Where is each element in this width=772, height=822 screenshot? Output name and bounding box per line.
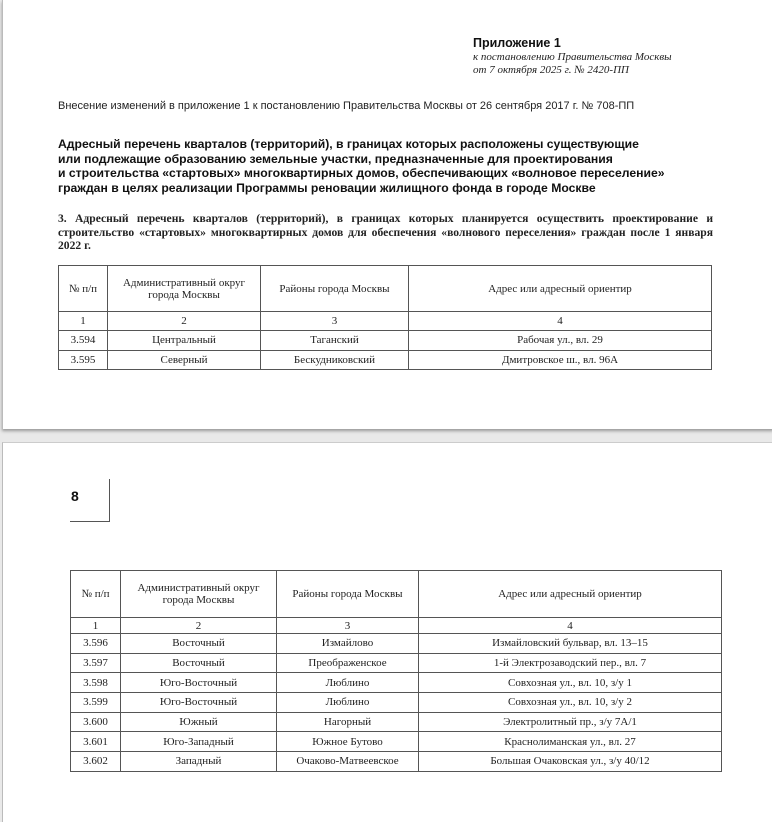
area-cell: Люблино bbox=[277, 673, 419, 693]
row-number-cell: 3.600 bbox=[71, 712, 121, 732]
row-number-cell: 3.601 bbox=[71, 732, 121, 752]
column-number-row bbox=[59, 312, 712, 331]
district-cell: Северный bbox=[108, 350, 261, 370]
heading-line: и строительства «стартовых» многоквартирных домов, обеспечивающих «волновое переселение» bbox=[58, 166, 665, 180]
table-row bbox=[71, 693, 722, 713]
district-cell: Юго-Восточный bbox=[121, 693, 277, 713]
table-row bbox=[71, 752, 722, 772]
column-number: 2 bbox=[108, 312, 261, 331]
district-cell: Юго-Восточный bbox=[121, 673, 277, 693]
column-number: 1 bbox=[59, 312, 108, 331]
area-cell: Бескудниковский bbox=[261, 350, 409, 370]
column-number: 1 bbox=[71, 618, 121, 634]
table-row bbox=[59, 331, 712, 351]
address-cell: Измайловский бульвар, вл. 13–15 bbox=[419, 634, 722, 654]
table-row bbox=[59, 350, 712, 370]
area-cell: Измайлово bbox=[277, 634, 419, 654]
address-table-1 bbox=[58, 265, 712, 370]
area-cell: Очаково-Матвеевское bbox=[277, 752, 419, 772]
area-cell: Таганский bbox=[261, 331, 409, 351]
page-number: 8 bbox=[71, 488, 79, 504]
district-cell: Южный bbox=[121, 712, 277, 732]
column-number-row bbox=[71, 618, 722, 634]
address-cell: Дмитровское ш., вл. 96А bbox=[409, 350, 712, 370]
table-header-row bbox=[71, 571, 722, 618]
address-cell: Электролитный пр., з/у 7А/1 bbox=[419, 712, 722, 732]
heading-line: или подлежащие образованию земельные участки, предназначенные для проектирования bbox=[58, 151, 613, 166]
table-row bbox=[71, 732, 722, 752]
header-cell: Адрес или адресный ориентир bbox=[419, 571, 722, 618]
row-number-cell: 3.599 bbox=[71, 693, 121, 713]
area-cell: Южное Бутово bbox=[277, 732, 419, 752]
header-cell: Адрес или адресный ориентир bbox=[409, 266, 712, 312]
appendix-title: Приложение 1 bbox=[473, 36, 561, 50]
header-cell: Административный округ города Москвы bbox=[121, 571, 277, 618]
column-number: 4 bbox=[409, 312, 712, 331]
header-cell: № п/п bbox=[71, 571, 121, 618]
table-body bbox=[71, 634, 722, 772]
column-number: 2 bbox=[121, 618, 277, 634]
column-number: 3 bbox=[261, 312, 409, 331]
appendix-sub-line: к постановлению Правительства Москвы bbox=[473, 51, 672, 63]
header-cell: Административный округ города Москвы bbox=[108, 266, 261, 312]
district-cell: Восточный bbox=[121, 634, 277, 654]
header-cell: Районы города Москвы bbox=[261, 266, 409, 312]
address-cell: Совхозная ул., вл. 10, з/у 2 bbox=[419, 693, 722, 713]
appendix-subtitle bbox=[473, 51, 672, 77]
address-cell: 1-й Электрозаводский пер., вл. 7 bbox=[419, 653, 722, 673]
table-body bbox=[59, 331, 712, 370]
header-cell: Районы города Москвы bbox=[277, 571, 419, 618]
change-line: Внесение изменений в приложение 1 к постановлению Правительства Москвы от 26 сентября 2017 г. № 708-ПП bbox=[58, 100, 635, 112]
row-number-cell: 3.595 bbox=[59, 350, 108, 370]
row-number-cell: 3.594 bbox=[59, 331, 108, 351]
row-number-cell: 3.598 bbox=[71, 673, 121, 693]
section-paragraph: 3. Адресный перечень кварталов (территорий), в границах которых планируется осуществить проектирование и строительство «стартовых» многоквартирных домов для обеспечения «волнового переселения» граждан после 1 января 2022 г. bbox=[58, 212, 713, 253]
document-page-1 bbox=[2, 0, 772, 429]
area-cell: Люблино bbox=[277, 693, 419, 713]
table-row bbox=[71, 712, 722, 732]
district-cell: Центральный bbox=[108, 331, 261, 351]
table-row bbox=[71, 673, 722, 693]
area-cell: Нагорный bbox=[277, 712, 419, 732]
address-cell: Совхозная ул., вл. 10, з/у 1 bbox=[419, 673, 722, 693]
district-cell: Западный bbox=[121, 752, 277, 772]
row-number-cell: 3.597 bbox=[71, 653, 121, 673]
address-cell: Краснолиманская ул., вл. 27 bbox=[419, 732, 722, 752]
column-number: 3 bbox=[277, 618, 419, 634]
header-cell: № п/п bbox=[59, 266, 108, 312]
heading-line: Адресный перечень кварталов (территорий), в границах которых расположены существующие bbox=[58, 137, 639, 151]
table-header-row bbox=[59, 266, 712, 312]
area-cell: Преображенское bbox=[277, 653, 419, 673]
table-row bbox=[71, 634, 722, 654]
appendix-sub-line: от 7 октября 2025 г. № 2420-ПП bbox=[473, 64, 629, 76]
row-number-cell: 3.602 bbox=[71, 752, 121, 772]
table-row bbox=[71, 653, 722, 673]
district-cell: Юго-Западный bbox=[121, 732, 277, 752]
heading-line: граждан в целях реализации Программы реновации жилищного фонда в городе Москве bbox=[58, 180, 596, 195]
address-cell: Большая Очаковская ул., з/у 40/12 bbox=[419, 752, 722, 772]
document-heading bbox=[58, 137, 718, 195]
column-number: 4 bbox=[419, 618, 722, 634]
row-number-cell: 3.596 bbox=[71, 634, 121, 654]
address-cell: Рабочая ул., вл. 29 bbox=[409, 331, 712, 351]
district-cell: Восточный bbox=[121, 653, 277, 673]
address-table-2 bbox=[70, 570, 722, 772]
